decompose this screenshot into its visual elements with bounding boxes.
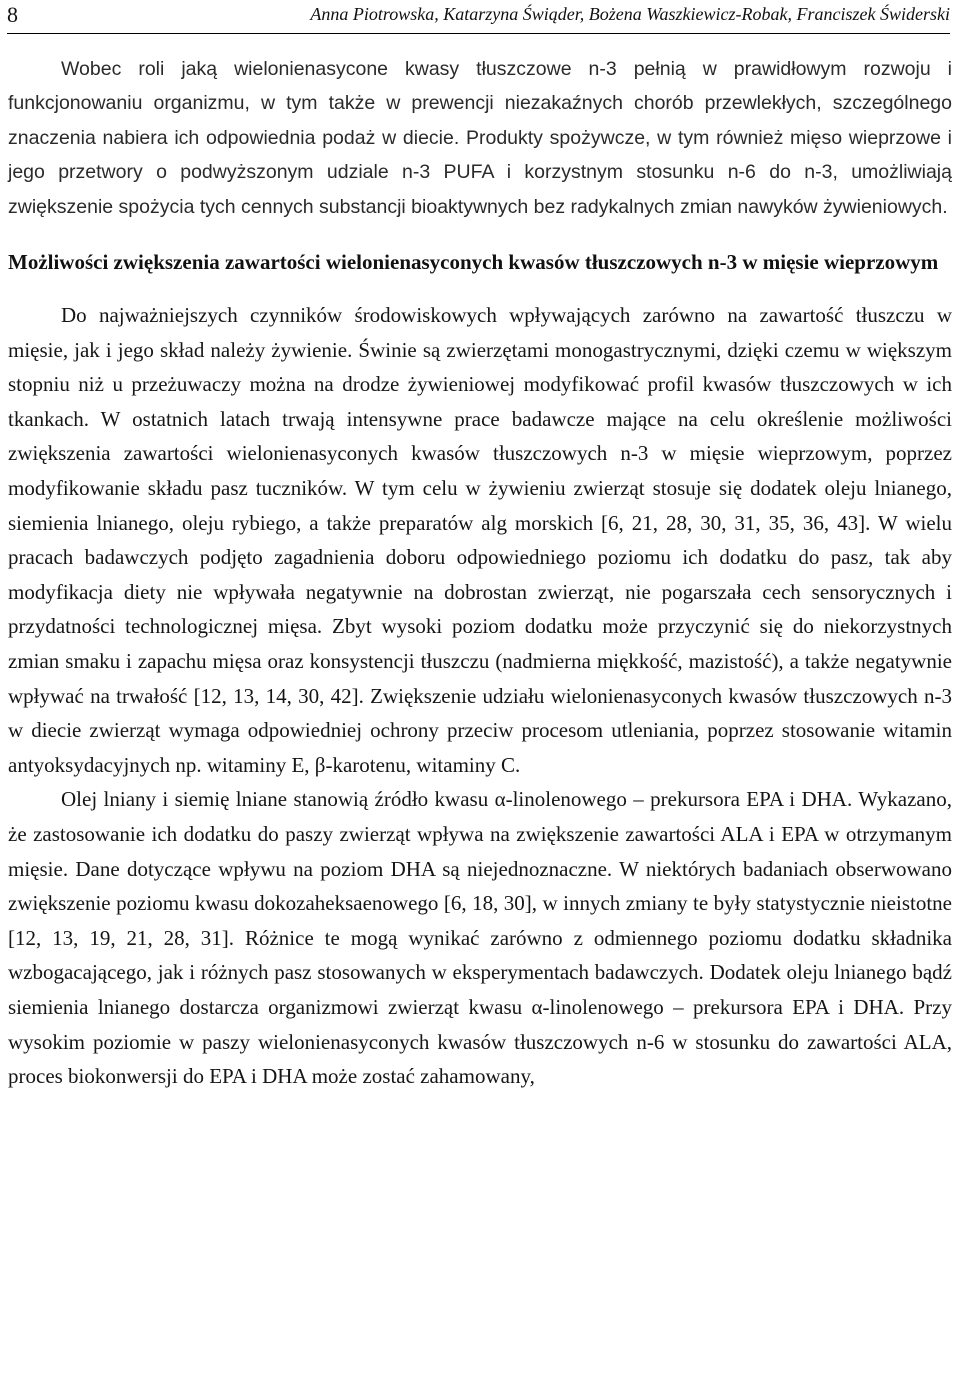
section-heading: Możliwości zwiększenia zawartości wielonienasyconych kwasów tłuszczowych n-3 w mięsie wieprzowym	[8, 250, 939, 275]
paragraph-feeding: Do najważniejszych czynników środowiskowych wpływających zarówno na zawartość tłuszczu w mięsie, jak i jego skład należy żywienie. Świnie są zwierzętami monogastrycznymi, dzięki czemu w większym stopniu niż u przeżuwaczy można na drodze żywieniowej modyfikować profil kwasów tłuszczowych w ich tkankach. W ostatnich latach trwają intensywne prace badawcze mające na celu określenie możliwości zwiększenia zawartości wielonienasyconych kwasów tłuszczowych n-3 w mięsie wieprzowym, poprzez modyfikowanie składu pasz tuczników. W tym celu w żywieniu zwierząt stosuje się dodatek oleju lnianego, siemienia lnianego, oleju rybiego, a także preparatów alg morskich [6, 21, 28, 30, 31, 35, 36, 43]. W wielu pracach badawczych podjęto zagadnienia doboru odpowiedniego poziomu ich dodatku do pasz, tak aby modyfikacja diety nie wpływała negatywnie na dobrostan zwierząt, nie pogarszała cech sensorycznych i przydatności technologicznej mięsa. Zbyt wysoki poziom dodatku może przyczynić się do niekorzystnych zmian smaku i zapachu mięsa oraz konsystencji tłuszczu (nadmierna miękkość, mazistość), a także negatywnie wpływać na trwałość [12, 13, 14, 30, 42]. Zwiększenie udziału wielonienasyconych kwasów tłuszczowych n-3 w diecie zwierząt wymaga odpowiedniej ochrony przeciw procesom utleniania, poprzez stosowanie witamin antyoksydacyjnych np. witaminy E, β-karotenu, witaminy C.	[8, 303, 952, 777]
page-number: 8	[7, 2, 18, 27]
page-header	[7, 0, 950, 34]
body-text	[8, 52, 952, 1094]
header-rule	[7, 33, 950, 34]
paragraph-linseed: Olej lniany i siemię lniane stanowią źródło kwasu α-linolenowego – prekursora EPA i DHA. Wykazano, że zastosowanie ich dodatku do paszy zwierząt wpływa na zwiększenie zawartości ALA i EPA w otrzymanym mięsie. Dane dotyczące wpływu na poziom DHA są niejednoznaczne. W niektórych badaniach obserwowano zwiększenie poziomu kwasu dokozaheksaenowego [6, 18, 30], w innych zmiany te były statystycznie nieistotne [12, 13, 19, 21, 28, 31]. Różnice te mogą wynikać zarówno z odmiennego poziomu dodatku składnika wzbogacającego, jak i różnych pasz stosowanych w eksperymentach badawczych. Dodatek oleju lnianego bądź siemienia lnianego dostarcza organizmowi zwierząt kwasu α-linolenowego – prekursora EPA i DHA. Przy wysokim poziomie w paszy wielonienasyconych kwasów tłuszczowych n-6 w stosunku do zawartości ALA, proces biokonwersji do EPA i DHA może zostać zahamowany,	[8, 787, 952, 1089]
running-head: Anna Piotrowska, Katarzyna Świąder, Bożena Waszkiewicz-Robak, Franciszek Świderski	[310, 4, 950, 24]
paragraph-intro: Wobec roli jaką wielonienasycone kwasy tłuszczowe n-3 pełnią w prawidłowym rozwoju i funkcjonowaniu organizmu, w tym także w prewencji niezakaźnych chorób przewlekłych, szczególnego znaczenia nabiera ich odpowiednia podaż w diecie. Produkty spożywcze, w tym również mięso wieprzowe i jego przetwory o podwyższonym udziale n-3 PUFA i korzystnym stosunku n-6 do n-3, umożliwiają zwiększenie spożycia tych cennych substancji bioaktywnych bez radykalnych zmian nawyków żywieniowych.	[8, 58, 952, 218]
